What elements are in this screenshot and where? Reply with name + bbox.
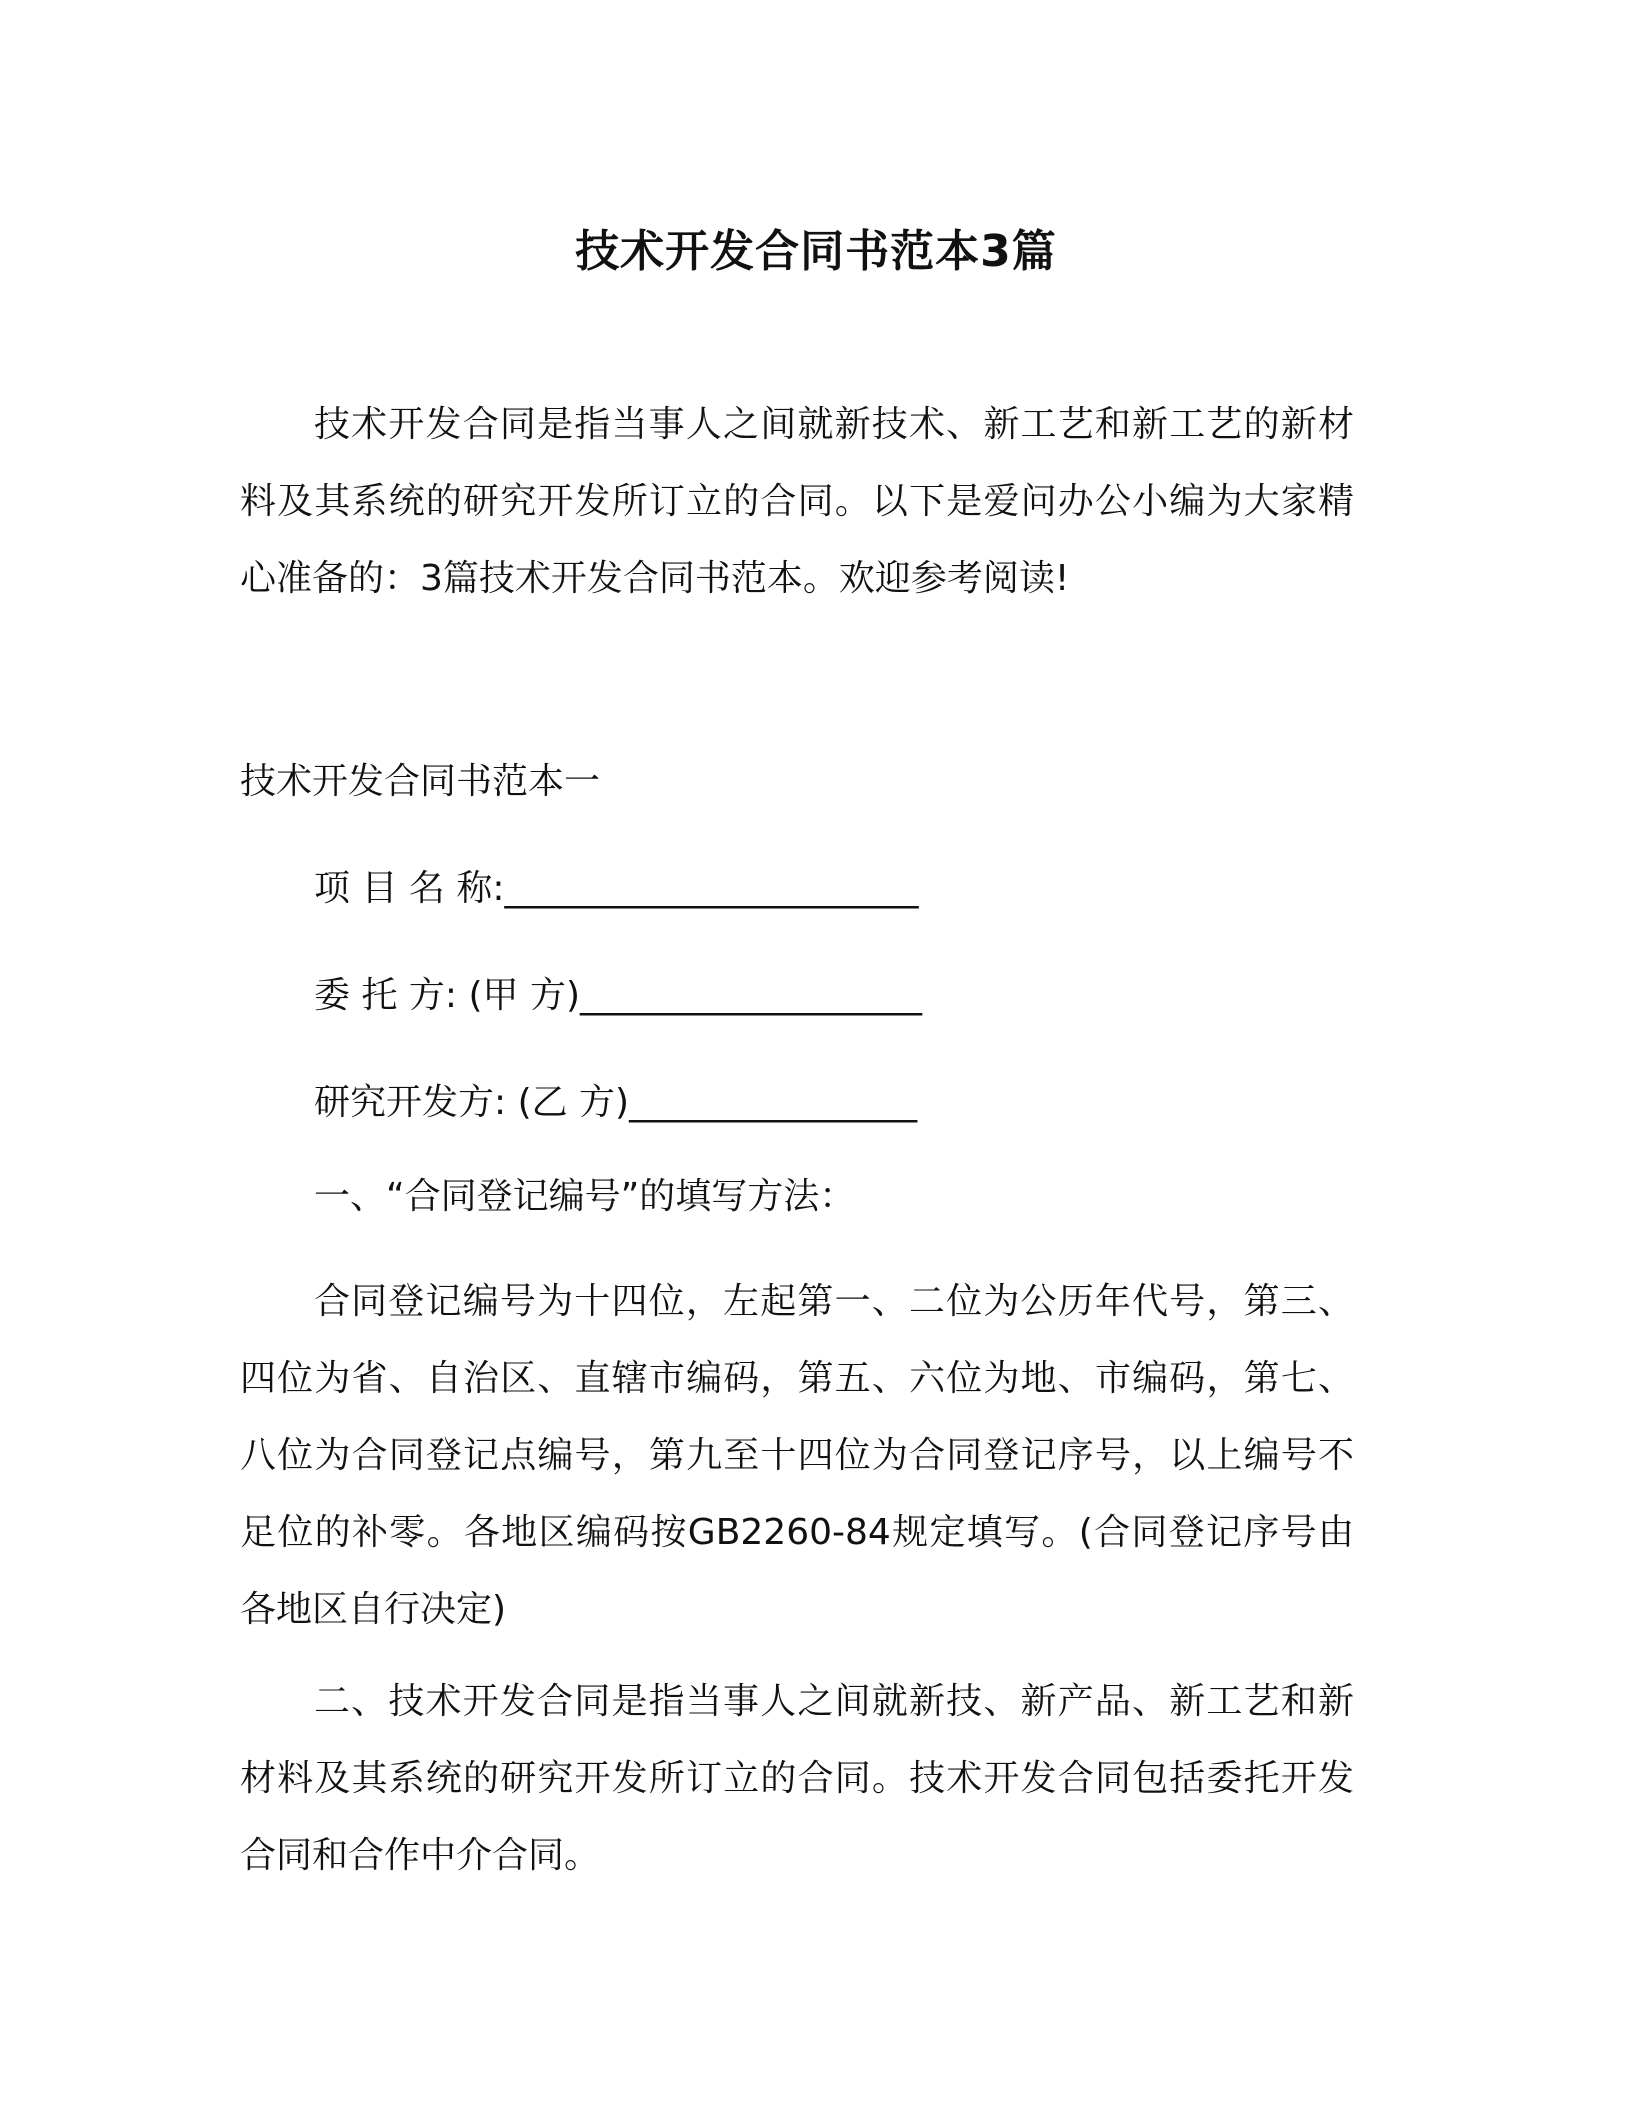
item-one-paragraph: 合同登记编号为十四位，左起第一、二位为公历年代号，第三、四位为省、自治区、直辖市编码，第五、六位为地、市编码，第七、八位为合同登记点编号，第九至十四位为合同登记序号，以上编号不足位的补零。各地区编码按GB2260-84规定填写。(合同登记序号由各地区自行决定) [240, 1281, 1354, 1630]
project-name-field: 项 目 名 称:_______________________ [314, 868, 919, 909]
item-one-heading: 一、“合同登记编号”的填写方法： [314, 1176, 856, 1217]
client-field: 委 托 方: (甲 方)___________________ [314, 975, 922, 1016]
document-title: 技术开发合同书范本3篇 [575, 226, 1057, 277]
developer-field: 研究开发方: (乙 方)________________ [314, 1082, 918, 1123]
item-two-paragraph: 二、技术开发合同是指当事人之间就新技、新产品、新工艺和新材料及其系统的研究开发所订立的合同。技术开发合同包括委托开发合同和合作中介合同。 [240, 1681, 1354, 1876]
section-heading: 技术开发合同书范本一 [240, 761, 601, 802]
intro-paragraph: 技术开发合同是指当事人之间就新技术、新工艺和新工艺的新材料及其系统的研究开发所订立的合同。以下是爱问办公小编为大家精心准备的：3篇技术开发合同书范本。欢迎参考阅读! [240, 404, 1354, 599]
